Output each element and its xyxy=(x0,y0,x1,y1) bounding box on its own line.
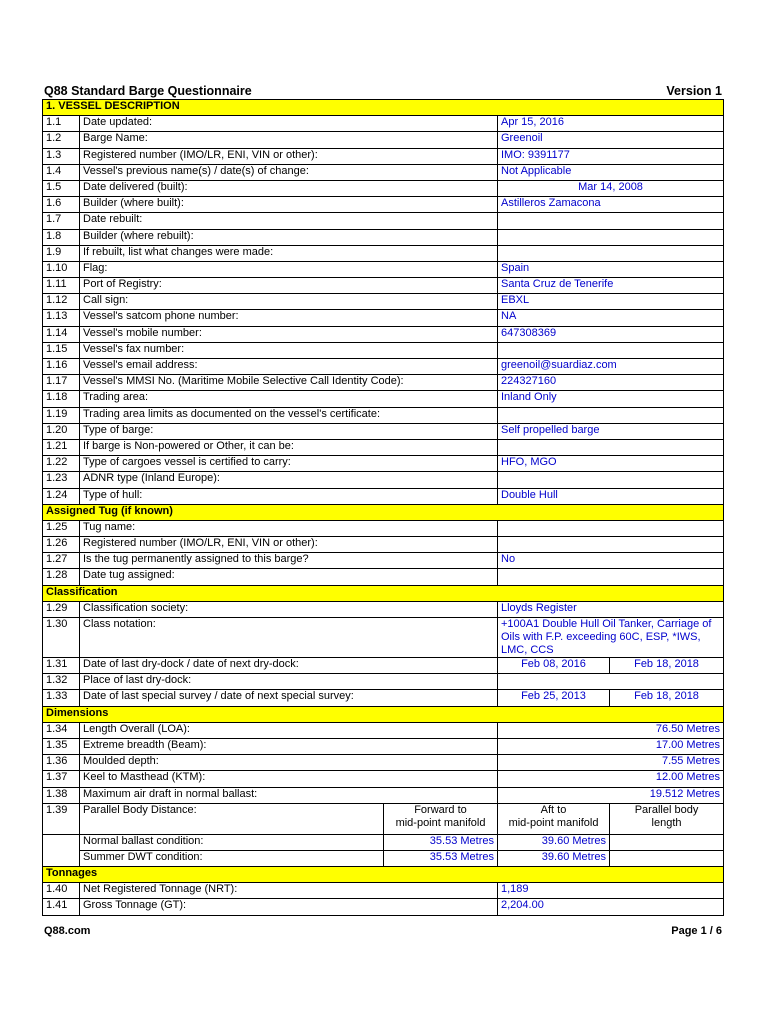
section-title: Tonnages xyxy=(43,867,724,883)
last-date-value: Feb 08, 2016 xyxy=(498,658,610,674)
item-number: 1.25 xyxy=(43,520,80,536)
column-header xyxy=(610,803,724,834)
item-number: 1.1 xyxy=(43,116,80,132)
table-row xyxy=(43,787,724,803)
item-number: 1.39 xyxy=(43,803,80,834)
item-label: Is the tug permanently assigned to this barge? xyxy=(80,553,498,569)
item-number xyxy=(43,834,80,850)
item-number: 1.4 xyxy=(43,164,80,180)
item-label: Builder (where built): xyxy=(80,197,498,213)
aft-value: 39.60 Metres xyxy=(498,834,610,850)
table-row xyxy=(43,738,724,754)
item-value xyxy=(498,407,724,423)
item-number: 1.27 xyxy=(43,553,80,569)
item-number: 1.5 xyxy=(43,180,80,196)
section-title: Dimensions xyxy=(43,706,724,722)
item-value: 19.512 Metres xyxy=(498,787,724,803)
page-title: Q88 Standard Barge Questionnaire xyxy=(44,84,252,98)
item-number: 1.15 xyxy=(43,342,80,358)
item-value: IMO: 9391177 xyxy=(498,148,724,164)
item-label: Moulded depth: xyxy=(80,755,498,771)
item-number: 1.38 xyxy=(43,787,80,803)
item-label: Type of barge: xyxy=(80,423,498,439)
table-row xyxy=(43,658,724,674)
item-number: 1.22 xyxy=(43,456,80,472)
table-row xyxy=(43,391,724,407)
item-label: Flag: xyxy=(80,261,498,277)
table-row xyxy=(43,261,724,277)
table-row xyxy=(43,213,724,229)
item-label: Net Registered Tonnage (NRT): xyxy=(80,883,498,899)
item-value: Astilleros Zamacona xyxy=(498,197,724,213)
item-value xyxy=(498,674,724,690)
item-value: Mar 14, 2008 xyxy=(498,180,724,196)
item-label: Maximum air draft in normal ballast: xyxy=(80,787,498,803)
item-value: 647308369 xyxy=(498,326,724,342)
item-label: Class notation: xyxy=(80,618,498,658)
item-label: If barge is Non-powered or Other, it can be: xyxy=(80,439,498,455)
table-row xyxy=(43,116,724,132)
column-header-line: length xyxy=(651,816,682,829)
item-number: 1.7 xyxy=(43,213,80,229)
item-value: 7.55 Metres xyxy=(498,755,724,771)
item-label: Barge Name: xyxy=(80,132,498,148)
item-value xyxy=(498,213,724,229)
item-number: 1.8 xyxy=(43,229,80,245)
item-number: 1.40 xyxy=(43,883,80,899)
item-number: 1.9 xyxy=(43,245,80,261)
item-label: Length Overall (LOA): xyxy=(80,722,498,738)
item-number: 1.24 xyxy=(43,488,80,504)
item-value xyxy=(498,472,724,488)
item-label: Vessel's satcom phone number: xyxy=(80,310,498,326)
page-footer xyxy=(44,925,722,941)
section-header xyxy=(43,504,724,520)
table-row xyxy=(43,197,724,213)
table-row xyxy=(43,488,724,504)
item-label: Parallel Body Distance: xyxy=(80,803,384,834)
table-row xyxy=(43,310,724,326)
version-label: Version 1 xyxy=(666,84,722,98)
item-number: 1.31 xyxy=(43,658,80,674)
column-header-line: Parallel body xyxy=(634,803,699,816)
item-label: Port of Registry: xyxy=(80,278,498,294)
item-number: 1.35 xyxy=(43,738,80,754)
item-value: 2,204.00 xyxy=(498,899,724,915)
item-number: 1.20 xyxy=(43,423,80,439)
item-label: Type of hull: xyxy=(80,488,498,504)
item-value: No xyxy=(498,553,724,569)
table-row xyxy=(43,722,724,738)
table-row xyxy=(43,569,724,585)
item-value xyxy=(498,245,724,261)
item-number: 1.23 xyxy=(43,472,80,488)
item-value: 224327160 xyxy=(498,375,724,391)
footer-site: Q88.com xyxy=(44,925,91,937)
table-row xyxy=(43,148,724,164)
table-row xyxy=(43,132,724,148)
item-value: Apr 15, 2016 xyxy=(498,116,724,132)
item-value: NA xyxy=(498,310,724,326)
item-label: Date rebuilt: xyxy=(80,213,498,229)
questionnaire-table xyxy=(42,99,724,916)
column-header-line: mid-point manifold xyxy=(508,816,599,829)
item-label: Gross Tonnage (GT): xyxy=(80,899,498,915)
item-number: 1.16 xyxy=(43,359,80,375)
next-date-value: Feb 18, 2018 xyxy=(610,690,724,706)
questionnaire-body xyxy=(43,100,724,916)
item-value: Self propelled barge xyxy=(498,423,724,439)
item-label: Classification society: xyxy=(80,601,498,617)
section-title: Assigned Tug (if known) xyxy=(43,504,724,520)
column-header xyxy=(384,803,498,834)
section-header xyxy=(43,585,724,601)
item-label: ADNR type (Inland Europe): xyxy=(80,472,498,488)
item-number: 1.29 xyxy=(43,601,80,617)
item-number: 1.12 xyxy=(43,294,80,310)
next-date-value: Feb 18, 2018 xyxy=(610,658,724,674)
item-number: 1.19 xyxy=(43,407,80,423)
item-value xyxy=(498,520,724,536)
table-row xyxy=(43,674,724,690)
item-label: Vessel's fax number: xyxy=(80,342,498,358)
item-value: +100A1 Double Hull Oil Tanker, Carriage of Oils with F.P. exceeding 60C, ESP, *IWS, LMC, CCS xyxy=(498,618,724,658)
item-number: 1.2 xyxy=(43,132,80,148)
table-row xyxy=(43,407,724,423)
item-number: 1.14 xyxy=(43,326,80,342)
table-row xyxy=(43,755,724,771)
item-number: 1.21 xyxy=(43,439,80,455)
item-number: 1.34 xyxy=(43,722,80,738)
item-label: Place of last dry-dock: xyxy=(80,674,498,690)
item-label: Date delivered (built): xyxy=(80,180,498,196)
item-label: Trading area: xyxy=(80,391,498,407)
item-number: 1.10 xyxy=(43,261,80,277)
item-number: 1.32 xyxy=(43,674,80,690)
table-row xyxy=(43,245,724,261)
table-row xyxy=(43,439,724,455)
column-header-line: Forward to xyxy=(414,803,467,816)
table-row xyxy=(43,180,724,196)
table-row xyxy=(43,456,724,472)
condition-label: Normal ballast condition: xyxy=(80,834,384,850)
item-number: 1.33 xyxy=(43,690,80,706)
table-row xyxy=(43,472,724,488)
table-row xyxy=(43,553,724,569)
item-value: Greenoil xyxy=(498,132,724,148)
item-number xyxy=(43,850,80,866)
table-row xyxy=(43,278,724,294)
item-label: Vessel's mobile number: xyxy=(80,326,498,342)
table-row xyxy=(43,375,724,391)
item-label: Registered number (IMO/LR, ENI, VIN or other): xyxy=(80,148,498,164)
item-value: 1,189 xyxy=(498,883,724,899)
table-row xyxy=(43,294,724,310)
item-value: Santa Cruz de Tenerife xyxy=(498,278,724,294)
table-row xyxy=(43,520,724,536)
aft-value: 39.60 Metres xyxy=(498,850,610,866)
item-number: 1.13 xyxy=(43,310,80,326)
table-row xyxy=(43,850,724,866)
column-header-line: Aft to xyxy=(540,803,567,816)
item-value: 12.00 Metres xyxy=(498,771,724,787)
table-row xyxy=(43,899,724,915)
item-label: Extreme breadth (Beam): xyxy=(80,738,498,754)
item-number: 1.3 xyxy=(43,148,80,164)
table-row xyxy=(43,423,724,439)
table-row xyxy=(43,601,724,617)
item-label: Vessel's previous name(s) / date(s) of change: xyxy=(80,164,498,180)
table-row xyxy=(43,834,724,850)
footer-page-number: Page 1 / 6 xyxy=(671,925,722,937)
table-row xyxy=(43,326,724,342)
item-value: EBXL xyxy=(498,294,724,310)
item-value: 17.00 Metres xyxy=(498,738,724,754)
item-value xyxy=(498,537,724,553)
item-number: 1.6 xyxy=(43,197,80,213)
item-label: Date of last dry-dock / date of next dry-dock: xyxy=(80,658,498,674)
column-header xyxy=(498,803,610,834)
forward-value: 35.53 Metres xyxy=(384,850,498,866)
item-number: 1.26 xyxy=(43,537,80,553)
item-number: 1.17 xyxy=(43,375,80,391)
item-value: HFO, MGO xyxy=(498,456,724,472)
item-value: greenoil@suardiaz.com xyxy=(498,359,724,375)
item-number: 1.28 xyxy=(43,569,80,585)
item-label: Trading area limits as documented on the vessel's certificate: xyxy=(80,407,498,423)
forward-value: 35.53 Metres xyxy=(384,834,498,850)
item-label: Date tug assigned: xyxy=(80,569,498,585)
table-row xyxy=(43,883,724,899)
item-label: Type of cargoes vessel is certified to carry: xyxy=(80,456,498,472)
item-value: Inland Only xyxy=(498,391,724,407)
section-title: 1. VESSEL DESCRIPTION xyxy=(43,100,724,116)
item-label: If rebuilt, list what changes were made: xyxy=(80,245,498,261)
item-number: 1.36 xyxy=(43,755,80,771)
item-label: Tug name: xyxy=(80,520,498,536)
item-label: Date updated: xyxy=(80,116,498,132)
table-row xyxy=(43,618,724,658)
item-label: Vessel's MMSI No. (Maritime Mobile Selective Call Identity Code): xyxy=(80,375,498,391)
item-label: Registered number (IMO/LR, ENI, VIN or other): xyxy=(80,537,498,553)
table-row xyxy=(43,164,724,180)
item-value: Double Hull xyxy=(498,488,724,504)
item-value xyxy=(498,569,724,585)
body-length-value xyxy=(610,834,724,850)
column-header-line: mid-point manifold xyxy=(395,816,486,829)
item-value: Spain xyxy=(498,261,724,277)
item-label: Date of last special survey / date of next special survey: xyxy=(80,690,498,706)
item-number: 1.30 xyxy=(43,618,80,658)
item-label: Builder (where rebuilt): xyxy=(80,229,498,245)
item-value xyxy=(498,229,724,245)
page-header xyxy=(44,84,722,100)
condition-label: Summer DWT condition: xyxy=(80,850,384,866)
item-number: 1.11 xyxy=(43,278,80,294)
item-value: Not Applicable xyxy=(498,164,724,180)
table-row xyxy=(43,359,724,375)
section-header xyxy=(43,867,724,883)
item-label: Keel to Masthead (KTM): xyxy=(80,771,498,787)
table-row xyxy=(43,803,724,834)
section-header xyxy=(43,100,724,116)
table-row xyxy=(43,229,724,245)
last-date-value: Feb 25, 2013 xyxy=(498,690,610,706)
item-value: 76.50 Metres xyxy=(498,722,724,738)
section-header xyxy=(43,706,724,722)
item-number: 1.18 xyxy=(43,391,80,407)
item-value xyxy=(498,439,724,455)
item-value: Lloyds Register xyxy=(498,601,724,617)
table-row xyxy=(43,771,724,787)
section-title: Classification xyxy=(43,585,724,601)
item-label: Call sign: xyxy=(80,294,498,310)
item-value xyxy=(498,342,724,358)
item-number: 1.41 xyxy=(43,899,80,915)
table-row xyxy=(43,690,724,706)
item-label: Vessel's email address: xyxy=(80,359,498,375)
item-number: 1.37 xyxy=(43,771,80,787)
table-row xyxy=(43,537,724,553)
body-length-value xyxy=(610,850,724,866)
table-row xyxy=(43,342,724,358)
